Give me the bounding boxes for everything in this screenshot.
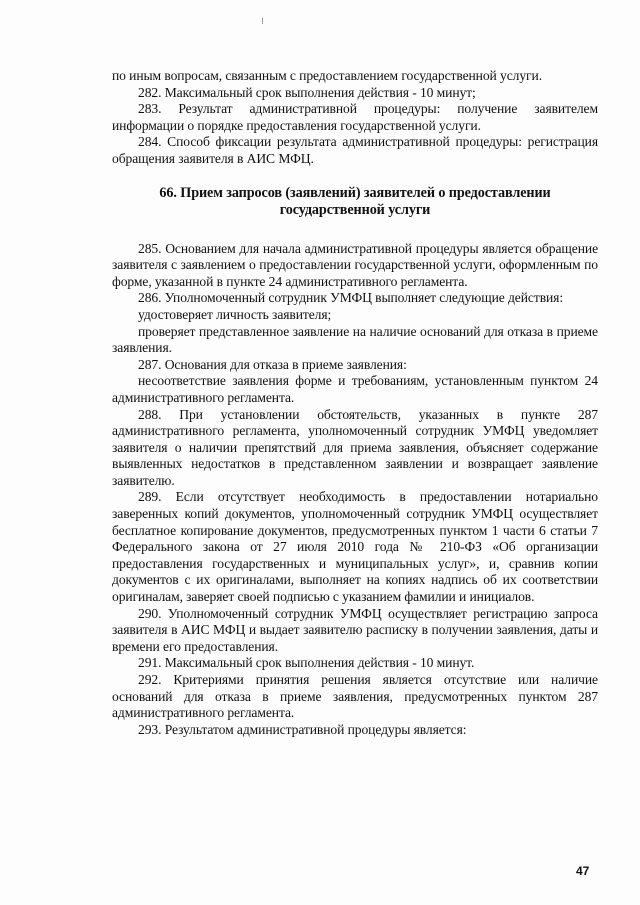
paragraph: 290. Уполномоченный сотрудник УМФЦ осуществляет регистрацию запроса заявителя в АИС МФЦ и выдает заявителю расписку в получении заявления, даты и времени его предоставления. xyxy=(112,605,598,654)
paragraph: 288. При установлении обстоятельств, указанных в пункте 287 административного регламента, уполномоченный сотрудник УМФЦ уведомляет заявителя о наличии препятствий для приема заявления, объясняет содержание выявленных недостатков в представленном заявлении и возвращает заявление заявителю. xyxy=(112,406,598,488)
paragraph: несоответствие заявления форме и требованиям, установленным пунктом 24 административного регламента. xyxy=(112,373,598,405)
paragraph: проверяет представленное заявление на наличие оснований для отказа в приеме заявления. xyxy=(112,323,598,356)
paragraph: 289. Если отсутствует необходимость в предоставлении нотариально заверенных копий документов, уполномоченный сотрудник УМФЦ осуществляет бесплатное копирование документов, предусмотренных пунктом 1 части 6 статьи 7 Федерального закона от 27 июля 2010 года № 210-ФЗ «Об организации предоставления государственных и муниципальных услуг», и, сравнив копии документов с их оригиналами, выполняет на копиях надпись об их соответствии оригиналам, заверяет своей подписью с указанием фамилии и инициалов. xyxy=(112,489,598,605)
scan-mark xyxy=(262,18,263,24)
page-number: 47 xyxy=(576,864,590,878)
paragraph: 293. Результатом административной процедуры является: xyxy=(138,721,467,737)
paragraph: 287. Основания для отказа в приеме заявления: xyxy=(138,356,407,372)
paragraph: 291. Максимальный срок выполнения действия - 10 минут. xyxy=(138,655,475,671)
paragraph: удостоверяет личность заявителя; xyxy=(138,306,332,322)
paragraph: 286. Уполномоченный сотрудник УМФЦ выполняет следующие действия: xyxy=(138,290,564,306)
paragraph: 285. Основанием для начала административной процедуры является обращение заявителя с заявлением о предоставлении государственной услуги, оформленным по форме, указанной в пункте 24 административного регламента. xyxy=(112,240,598,289)
paragraph: 284. Способ фиксации результата административной процедуры: регистрация обращения заявителя в АИС МФЦ. xyxy=(112,134,598,166)
section-heading: 66. Прием запросов (заявлений) заявителей о предоставлении государственной услуги xyxy=(159,184,551,218)
paragraph: по иным вопросам, связанным с предоставлением государственной услуги. xyxy=(112,68,542,83)
page-content xyxy=(112,68,598,738)
paragraph: 283. Результат административной процедуры: получение заявителем информации о порядке предоставления государственной услуги. xyxy=(112,101,598,133)
paragraph: 282. Максимальный срок выполнения действия - 10 минут; xyxy=(138,84,476,100)
paragraph: 292. Критериями принятия решения является отсутствие или наличие оснований для отказа в приеме заявления, предусмотренных пунктом 287 административного регламента. xyxy=(112,672,598,721)
